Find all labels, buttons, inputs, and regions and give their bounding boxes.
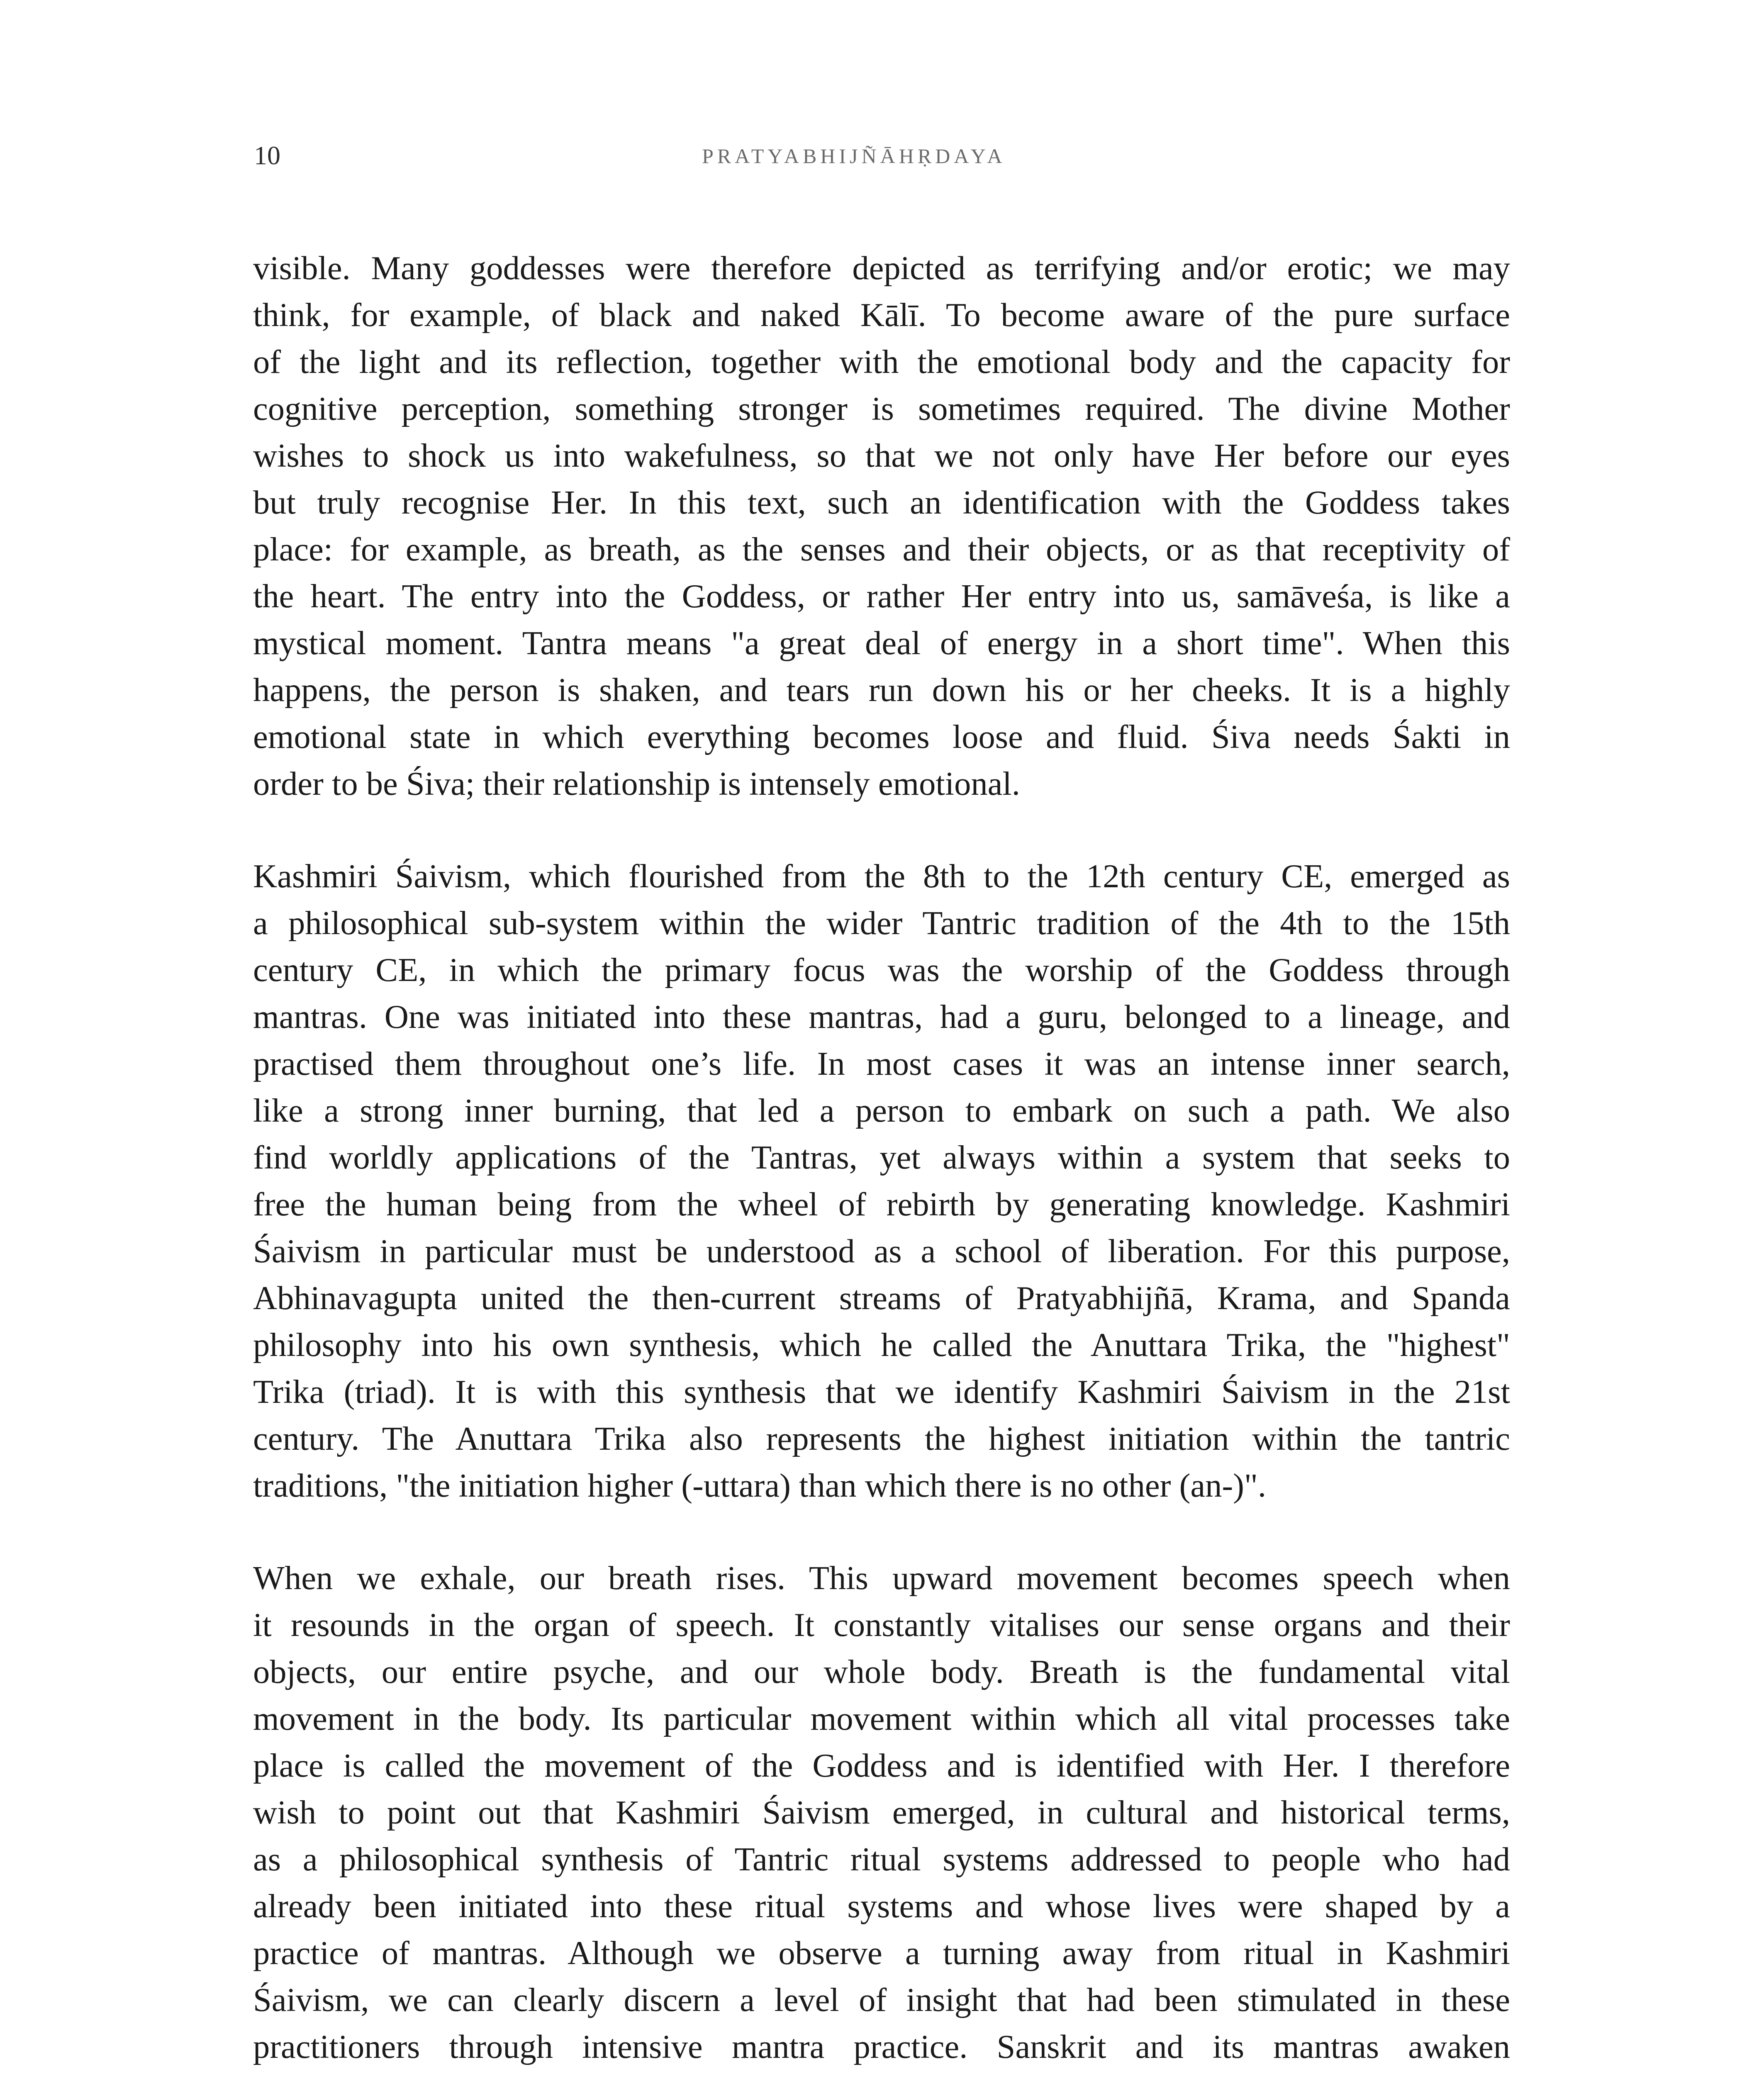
text-line: Kashmiri Śaivism, which flourished from the 8th to the 12th century CE, emerged as	[253, 858, 1510, 895]
text-line: but truly recognise Her. In this text, such an identification with the Goddess takes	[253, 484, 1510, 521]
text-line: practice of mantras. Although we observe a turning away from ritual in Kashmiri	[253, 1935, 1510, 1972]
text-line: century CE, in which the primary focus was the worship of the Goddess through	[253, 952, 1510, 988]
paragraph-3	[253, 1555, 1510, 2074]
text-line: Śaivism, we can clearly discern a level of insight that had been stimulated in these	[253, 1981, 1510, 2018]
text-line: the heart. The entry into the Goddess, or rather Her entry into us, samāveśa, is like a	[253, 578, 1510, 615]
text-line: free the human being from the wheel of rebirth by generating knowledge. Kashmiri	[253, 1186, 1510, 1223]
text-line: a philosophical sub-system within the wider Tantric tradition of the 4th to the 15th	[253, 905, 1510, 942]
text-line: cognitive perception, something stronger is sometimes required. The divine Mother	[253, 390, 1510, 427]
text-line: movement in the body. Its particular movement within which all vital processes take	[253, 1700, 1510, 1737]
text-line: When we exhale, our breath rises. This upward movement becomes speech when	[253, 1560, 1510, 1597]
text-line: Abhinavagupta united the then-current streams of Pratyabhijñā, Krama, and Spanda	[253, 1280, 1510, 1317]
text-line: like a strong inner burning, that led a person to embark on such a path. We also	[253, 1092, 1510, 1129]
text-line: happens, the person is shaken, and tears run down his or her cheeks. It is a highly	[253, 672, 1510, 708]
text-line: wishes to shock us into wakefulness, so that we not only have Her before our eyes	[253, 437, 1510, 474]
text-line: think, for example, of black and naked Kālī. To become aware of the pure surface	[253, 297, 1510, 333]
text-line: place: for example, as breath, as the senses and their objects, or as that receptivity of	[253, 531, 1510, 568]
text-line: of the light and its reflection, together with the emotional body and the capacity for	[253, 343, 1510, 380]
text-line: practised them throughout one’s life. In most cases it was an intense inner search,	[253, 1045, 1510, 1082]
page-number: 10	[254, 141, 280, 170]
text-line: wish to point out that Kashmiri Śaivism emerged, in cultural and historical terms,	[253, 1794, 1510, 1831]
text-line: philosophy into his own synthesis, which he called the Anuttara Trika, the "highest"	[253, 1327, 1510, 1363]
text-line: objects, our entire psyche, and our whole body. Breath is the fundamental vital	[253, 1653, 1510, 1690]
text-line: traditions, "the initiation higher (-uttara) than which there is no other (an-)".	[253, 1467, 1266, 1504]
text-line: century. The Anuttara Trika also represents the highest initiation within the tantric	[253, 1420, 1510, 1457]
paragraph-1	[253, 245, 1510, 807]
running-title: PRATYABHIJÑĀHṚDAYA	[702, 144, 1006, 168]
text-line	[253, 2070, 1510, 2074]
paragraph-2	[253, 853, 1510, 1509]
text-line: visible. Many goddesses were therefore depicted as terrifying and/or erotic; we may	[253, 250, 1510, 287]
text-line: it resounds in the organ of speech. It constantly vitalises our sense organs and their	[253, 1607, 1510, 1643]
text-line: mystical moment. Tantra means "a great deal of energy in a short time". When this	[253, 625, 1510, 662]
text-line: emotional state in which everything becomes loose and fluid. Śiva needs Śakti in	[253, 718, 1510, 755]
text-line: Śaivism in particular must be understood as a school of liberation. For this purpose,	[253, 1233, 1510, 1270]
text-line: mantras. One was initiated into these mantras, had a guru, belonged to a lineage, and	[253, 998, 1510, 1035]
text-line: as a philosophical synthesis of Tantric ritual systems addressed to people who had	[253, 1841, 1510, 1878]
text-line: place is called the movement of the Goddess and is identified with Her. I therefore	[253, 1747, 1510, 1784]
running-head	[254, 137, 1511, 174]
text-line: order to be Śiva; their relationship is intensely emotional.	[253, 765, 1020, 802]
text-line: already been initiated into these ritual systems and whose lives were shaped by a	[253, 1888, 1510, 1925]
text-line: practitioners through intensive mantra practice. Sanskrit and its mantras awaken	[253, 2028, 1510, 2065]
text-line: Trika (triad). It is with this synthesis that we identify Kashmiri Śaivism in the 21st	[253, 1373, 1510, 1410]
body-text	[253, 245, 1510, 2074]
text-line: find worldly applications of the Tantras, yet always within a system that seeks to	[253, 1139, 1510, 1176]
